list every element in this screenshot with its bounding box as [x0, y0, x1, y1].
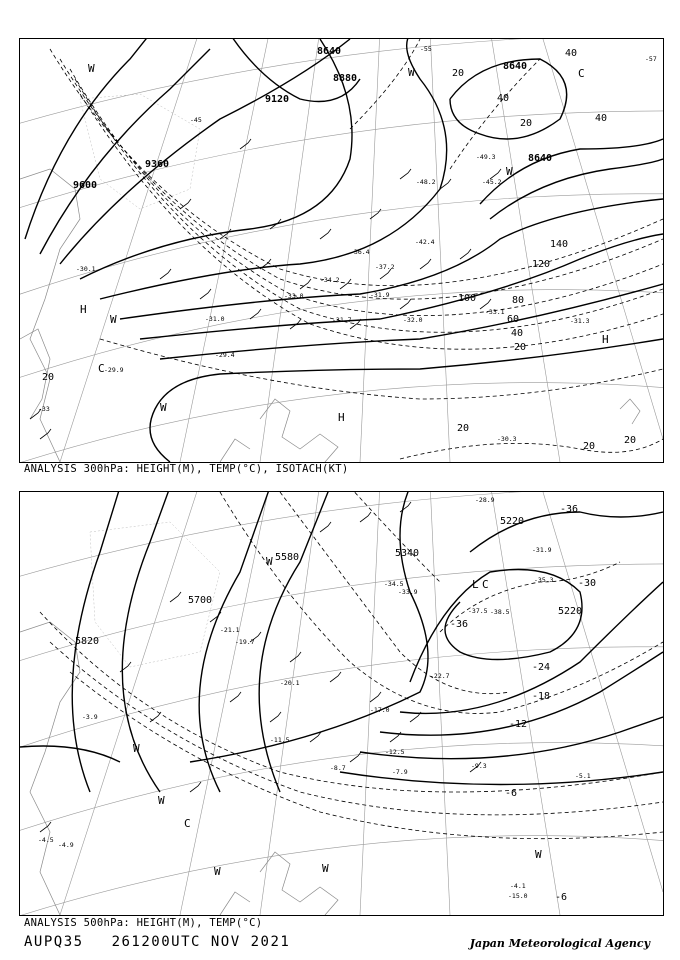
isotach-label: 40: [565, 48, 578, 59]
temp-label: -57: [645, 55, 657, 63]
height-label: 8640: [503, 61, 528, 72]
height-label: 5220: [558, 606, 583, 617]
station-temp-labels: [38, 496, 591, 900]
warm-center-label: W: [322, 862, 329, 875]
cold-center-label: C: [578, 67, 585, 80]
temp-label: -12: [509, 719, 528, 730]
temp-label: -7.9: [392, 768, 408, 776]
temp-label: -37.5: [468, 607, 488, 615]
isotherms: [40, 492, 663, 839]
isotach-label: 20: [42, 372, 55, 383]
temp-label: -32.0: [403, 316, 423, 324]
temp-label: -29.4: [215, 351, 235, 359]
temp-label: -29.9: [104, 366, 124, 374]
isotach-label: 40: [511, 328, 524, 339]
height-label: 5700: [188, 595, 213, 606]
stipple-area: [80, 94, 200, 209]
height-contours: [25, 39, 663, 462]
temp-label: -36: [560, 504, 579, 515]
isotach-label: 40: [595, 113, 608, 124]
temp-label: -38.5: [490, 608, 510, 616]
high-center-label: H: [338, 411, 345, 424]
isotach-label: 100: [458, 293, 477, 304]
temp-label: -6: [505, 788, 518, 799]
isotach-label: 20: [583, 441, 596, 452]
warm-center-label: W: [88, 62, 95, 75]
temp-label: -24: [532, 662, 551, 673]
temp-label: -35.3: [534, 576, 554, 584]
isotach-label: 80: [512, 295, 525, 306]
temp-label: -22.7: [430, 672, 450, 680]
warm-center-label: W: [266, 555, 273, 568]
temp-label: -30: [578, 578, 597, 589]
chart-footer: [24, 934, 290, 950]
temp-label: -4.1: [510, 882, 526, 890]
height-label: 5820: [75, 636, 100, 647]
height-label: 5340: [395, 548, 420, 559]
map-500hpa: [19, 491, 664, 916]
height-label: 5220: [500, 516, 525, 527]
temp-label: -8.7: [330, 764, 346, 772]
coastlines: [20, 622, 338, 915]
graticule: [20, 492, 663, 915]
isotach-label: 140: [550, 239, 569, 250]
height-label: 8640: [317, 46, 342, 57]
temp-label: -19.7: [235, 638, 255, 646]
caption-500hpa: ANALYSIS 500hPa: HEIGHT(M), TEMP(°C): [24, 917, 263, 929]
temp-label: -30.1: [76, 265, 96, 273]
isotach-label: 20: [457, 423, 470, 434]
temp-label: -21.1: [220, 626, 240, 634]
warm-center-label: W: [110, 313, 117, 326]
temp-label: -15.0: [508, 892, 528, 900]
warm-center-label: W: [214, 865, 221, 878]
height-label: 9600: [73, 180, 98, 191]
temp-label: -9.3: [471, 762, 487, 770]
temp-label: -18: [532, 691, 551, 702]
map-300hpa-canvas: [20, 39, 663, 462]
temp-label: -36.4: [350, 248, 370, 256]
warm-center-label: W: [133, 742, 140, 755]
temp-label: -55: [420, 45, 432, 53]
temp-label: -17.0: [370, 706, 390, 714]
isotach-labels: [42, 48, 636, 452]
temp-label: -28.9: [475, 496, 495, 504]
temp-label: -33.0: [284, 292, 304, 300]
cold-center-label: C: [184, 817, 191, 830]
warm-center-label: W: [158, 794, 165, 807]
temp-label: -31.7: [332, 316, 352, 324]
temp-label: -37.2: [375, 263, 395, 271]
temp-label: -31.9: [532, 546, 552, 554]
temp-label: -36: [450, 619, 469, 630]
cold-center-label: C: [482, 578, 489, 591]
warm-center-label: W: [408, 66, 415, 79]
temp-label: -20.1: [280, 679, 300, 687]
temp-label: -12.5: [385, 748, 405, 756]
high-center-label: H: [602, 333, 609, 346]
temp-label: -11.5: [270, 736, 290, 744]
warm-center-label: W: [160, 401, 167, 414]
temp-label: -30.3: [497, 435, 517, 443]
temp-label: -4.9: [58, 841, 74, 849]
low-center-label: L: [472, 578, 479, 591]
temp-label: -33.9: [398, 588, 418, 596]
temp-label: -42.4: [415, 238, 435, 246]
temp-label: -31.0: [205, 315, 225, 323]
product-code: AUPQ35: [24, 934, 84, 950]
cold-center-label: C: [98, 362, 105, 375]
height-label: 9360: [145, 159, 170, 170]
height-label: 8880: [333, 73, 358, 84]
caption-300hpa: ANALYSIS 300hPa: HEIGHT(M), TEMP(°C), ISOTACH(KT): [24, 463, 349, 475]
warm-center-label: W: [506, 165, 513, 178]
temp-label: -33.1: [485, 308, 505, 316]
temp-label: -31.3: [570, 317, 590, 325]
high-center-label: H: [80, 303, 87, 316]
map-500hpa-canvas: [20, 492, 663, 915]
height-label: 8640: [528, 153, 553, 164]
temp-label: -4.5: [38, 836, 54, 844]
height-label: 5580: [275, 552, 300, 563]
agency-name: Japan Meteorological Agency: [469, 937, 650, 950]
temp-label: -34.2: [320, 276, 340, 284]
temp-label: -45.2: [482, 178, 502, 186]
temp-label: -45: [190, 116, 202, 124]
isotach-label: 60: [507, 314, 520, 325]
isotach-label: 20: [514, 342, 527, 353]
isotach-label: 20: [452, 68, 465, 79]
temp-label: -6: [555, 892, 568, 903]
isotach-label: 40: [497, 93, 510, 104]
temp-label: -31.9: [370, 291, 390, 299]
warm-center-label: W: [535, 848, 542, 861]
temp-label: -49.3: [476, 153, 496, 161]
isotach-label: 20: [520, 118, 533, 129]
temp-label: -48.2: [416, 178, 436, 186]
isotach-label: 120: [532, 259, 551, 270]
valid-time: 261200UTC NOV 2021: [111, 934, 291, 950]
map-300hpa: [19, 38, 664, 463]
temp-label: -34.5: [384, 580, 404, 588]
isotach-label: 20: [624, 435, 637, 446]
height-contours: [20, 492, 663, 792]
temp-label: -5.1: [575, 772, 591, 780]
height-label: 9120: [265, 94, 290, 105]
isotherm-labels: [450, 504, 596, 903]
temp-label: -33: [38, 405, 50, 413]
temp-label: -3.9: [82, 713, 98, 721]
